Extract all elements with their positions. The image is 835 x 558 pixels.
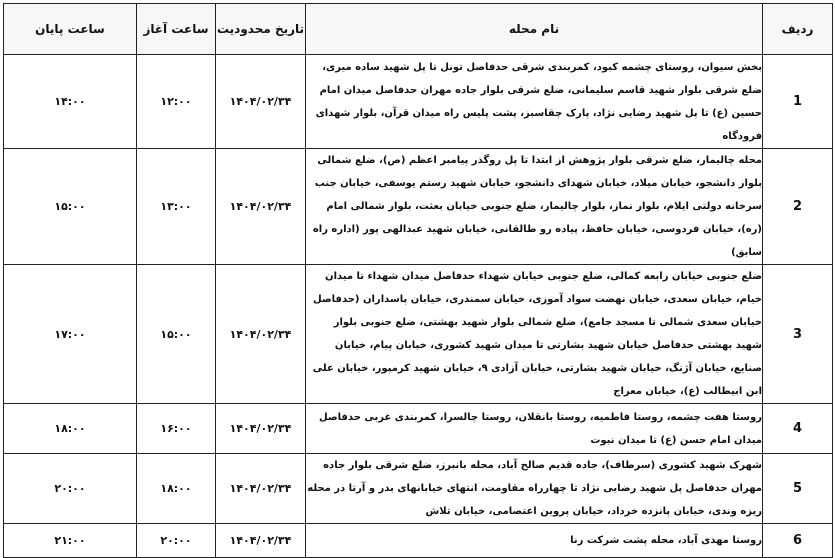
header-area: نام محله <box>306 4 763 55</box>
row-number: 2 <box>763 149 833 265</box>
header-row <box>4 4 833 55</box>
table-row <box>4 404 833 454</box>
outage-date: ۱۴۰۴/۰۲/۳۴ <box>216 404 306 454</box>
end-time: ۲۱:۰۰ <box>4 524 137 558</box>
area-description: روستا مهدی آباد، محله پشت شرکت رنا <box>306 524 763 558</box>
start-time: ۱۲:۰۰ <box>137 55 216 149</box>
start-time: ۲۰:۰۰ <box>137 524 216 558</box>
start-time: ۱۳:۰۰ <box>137 149 216 265</box>
end-time: ۱۸:۰۰ <box>4 404 137 454</box>
row-number: 4 <box>763 404 833 454</box>
header-start-time: ساعت آغاز <box>137 4 216 55</box>
table-row <box>4 454 833 524</box>
start-time: ۱۸:۰۰ <box>137 454 216 524</box>
header-date: تاریخ محدودیت <box>216 4 306 55</box>
end-time: ۱۵:۰۰ <box>4 149 137 265</box>
row-number: 5 <box>763 454 833 524</box>
end-time: ۱۴:۰۰ <box>4 55 137 149</box>
table-row <box>4 265 833 404</box>
row-number: 3 <box>763 265 833 404</box>
outage-date: ۱۴۰۴/۰۲/۳۴ <box>216 524 306 558</box>
header-row-number: ردیف <box>763 4 833 55</box>
area-description: ضلع جنوبی خیابان رابعه کمالی، ضلع جنوبی خیابان شهداء حدفاصل میدان شهداء تا میدان خیام، خیابان سعدی، خیابان نهضت سواد آموزی، خیابان سمندری، خیابان پاسداران (حدفاصل خیابان سعدی شمالی تا مسجد جامع)، ضلع شمالی بلوار شهید بهشتی، ضلع جنوبی بلوار شهید بهشتی حدفاصل خیابان شهید بشارتی تا میدان شهید کشوری، خیابان پیام، خیابان صنایع، خیابان آژنگ، خیابان شهید بشارتی، خیابان آزادی ۹، خیابان شهید کرمپور، خیابان علی ابن ابیطالب (ع)، خیابان معراج <box>306 265 763 404</box>
outage-date: ۱۴۰۴/۰۲/۳۴ <box>216 149 306 265</box>
start-time: ۱۵:۰۰ <box>137 265 216 404</box>
area-description: شهرک شهید کشوری (سرطاف)، جاده قدیم صالح آباد، محله بانبرز، ضلع شرقی بلوار جاده مهران حدفاصل پل شهید رضایی نژاد تا چهارراه مقاومت، انتهای خیابانهای بدر و آرتا در محله ریزه وندی، خیابان پانزده خرداد، خیابان پروین اعتصامی، خیابان تلاش <box>306 454 763 524</box>
header-end-time: ساعت پایان <box>4 4 137 55</box>
end-time: ۱۷:۰۰ <box>4 265 137 404</box>
area-description: روستا هفت چشمه، روستا فاطمیه، روستا بانقلان، روستا چالسرا، کمربندی غربی حدفاصل میدان امام حسن (ع) تا میدان نبوت <box>306 404 763 454</box>
end-time: ۲۰:۰۰ <box>4 454 137 524</box>
table-row <box>4 149 833 265</box>
row-number: 6 <box>763 524 833 558</box>
start-time: ۱۶:۰۰ <box>137 404 216 454</box>
outage-date: ۱۴۰۴/۰۲/۳۴ <box>216 55 306 149</box>
outage-table <box>3 3 833 558</box>
table-row <box>4 55 833 149</box>
outage-date: ۱۴۰۴/۰۲/۳۴ <box>216 265 306 404</box>
area-description: بخش سیوان، روستای چشمه کبود، کمربندی شرقی حدفاصل تونل تا پل شهید ساده میری، ضلع شرقی بلوار شهید قاسم سلیمانی، ضلع شرقی بلوار جاده مهران حدفاصل میدان امام حسین (ع) تا پل شهید رضایی نژاد، پارک چقاسبز، پشت پلیس راه میدان قرآن، بلوار شهدای فرودگاه <box>306 55 763 149</box>
table-row <box>4 524 833 558</box>
row-number: 1 <box>763 55 833 149</box>
outage-date: ۱۴۰۴/۰۲/۳۴ <box>216 454 306 524</box>
area-description: محله چالیمار، ضلع شرقی بلوار پژوهش از ابتدا تا پل روگذر پیامبر اعظم (ص)، ضلع شمالی بلوار دانشجو، خیابان میلاد، خیابان شهدای دانشجو، خیابان شهید رستم یوسفی، خیابان جنب سرخانه دولتی ایلام، بلوار نماز، بلوار چالیمار، ضلع جنوبی خیابان بعثت، بلوار شمالی امام (ره)، خیابان فردوسی، خیابان حافظ، پیاده رو طالقانی، خیابان شهید عبدالهی پور (اداره راه سابق) <box>306 149 763 265</box>
outage-schedule <box>3 3 832 548</box>
